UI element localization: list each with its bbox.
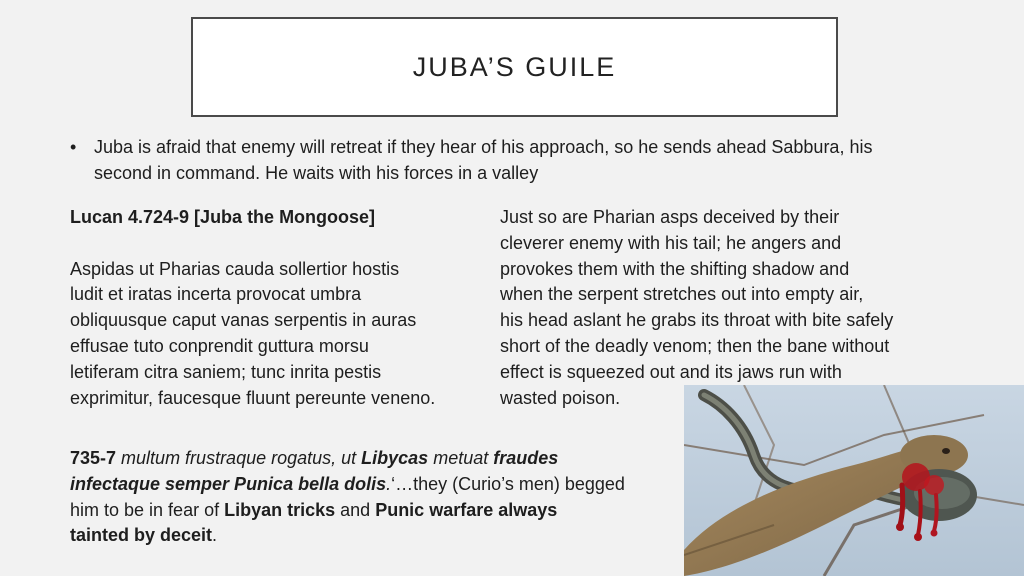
translation-line: Just so are Pharian asps deceived by their [500,207,840,227]
quote-latin-emphasis: Libycas [361,448,429,468]
quote-translation-text: ‘…they (Curio’s men) begged [391,473,625,494]
mongoose-snake-photo [684,385,1024,576]
quote-latin-emphasis: infectaque semper Punica bella dolis [70,473,387,494]
quote-translation-text: . [212,525,218,546]
translation-column [500,205,940,411]
quote-latin-emphasis: fraudes [493,448,559,468]
mongoose-snake-illustration [684,385,1024,576]
bullet-line: second in command. He waits with his forces in a valley [94,163,539,183]
latin-heading: Lucan 4.724-9 [Juba the Mongoose] [70,207,376,227]
bullet-symbol: • [70,137,77,157]
quote-line-4 [70,523,680,549]
quote-latin-text: multum frustraque rogatus, ut [116,448,362,468]
latin-line: Aspidas ut Pharias cauda sollertior hostis [70,258,400,279]
title-box [191,17,838,117]
latin-line: exprimitur, faucesque fluunt pereunte veneno. [70,387,436,408]
latin-line: obliquusque caput vanas serpentis in auras [70,310,417,331]
latin-line: letiferam citra saniem; tunc inrita pestis [70,361,382,382]
quote-translation-emphasis: Libyan tricks [224,499,336,520]
bullet-line: Juba is afraid that enemy will retreat if they hear of his approach, so he sends ahead Sabbura, his [94,137,873,157]
translation-line: cleverer enemy with his tail; he angers and [500,232,842,253]
translation-line: when the serpent stretches out into empty air, [500,284,864,305]
translation-line: provokes them with the shifting shadow and [500,258,850,279]
latin-column [70,205,480,411]
translation-line: his head aslant he grabs its throat with bite safely [500,310,894,331]
latin-line: ludit et iratas incerta provocat umbra [70,284,362,305]
bullet-text [94,134,970,186]
translation-line: wasted poison. [500,387,621,408]
translation-line: short of the deadly venom; then the bane without [500,335,890,356]
quote-block [70,446,680,549]
quote-ref: 735-7 [70,448,117,468]
quote-translation-text: and [335,499,376,520]
quote-line-3 [70,498,680,524]
bullet-point [70,134,970,186]
quote-line-1 [70,446,680,472]
quote-line-2 [70,472,680,498]
latin-line: effusae tuto conprendit guttura morsu [70,335,369,356]
quote-latin-text: . [386,473,392,494]
slide-title: JUBA’S GUILE [412,51,617,82]
quote-translation-emphasis: Punic warfare always [375,499,558,520]
quote-latin-text: metuat [428,448,494,468]
translation-line: effect is squeezed out and its jaws run with [500,361,842,382]
quote-translation-emphasis: tainted by deceit [70,525,213,546]
quote-translation-text: him to be in fear of [70,499,225,520]
